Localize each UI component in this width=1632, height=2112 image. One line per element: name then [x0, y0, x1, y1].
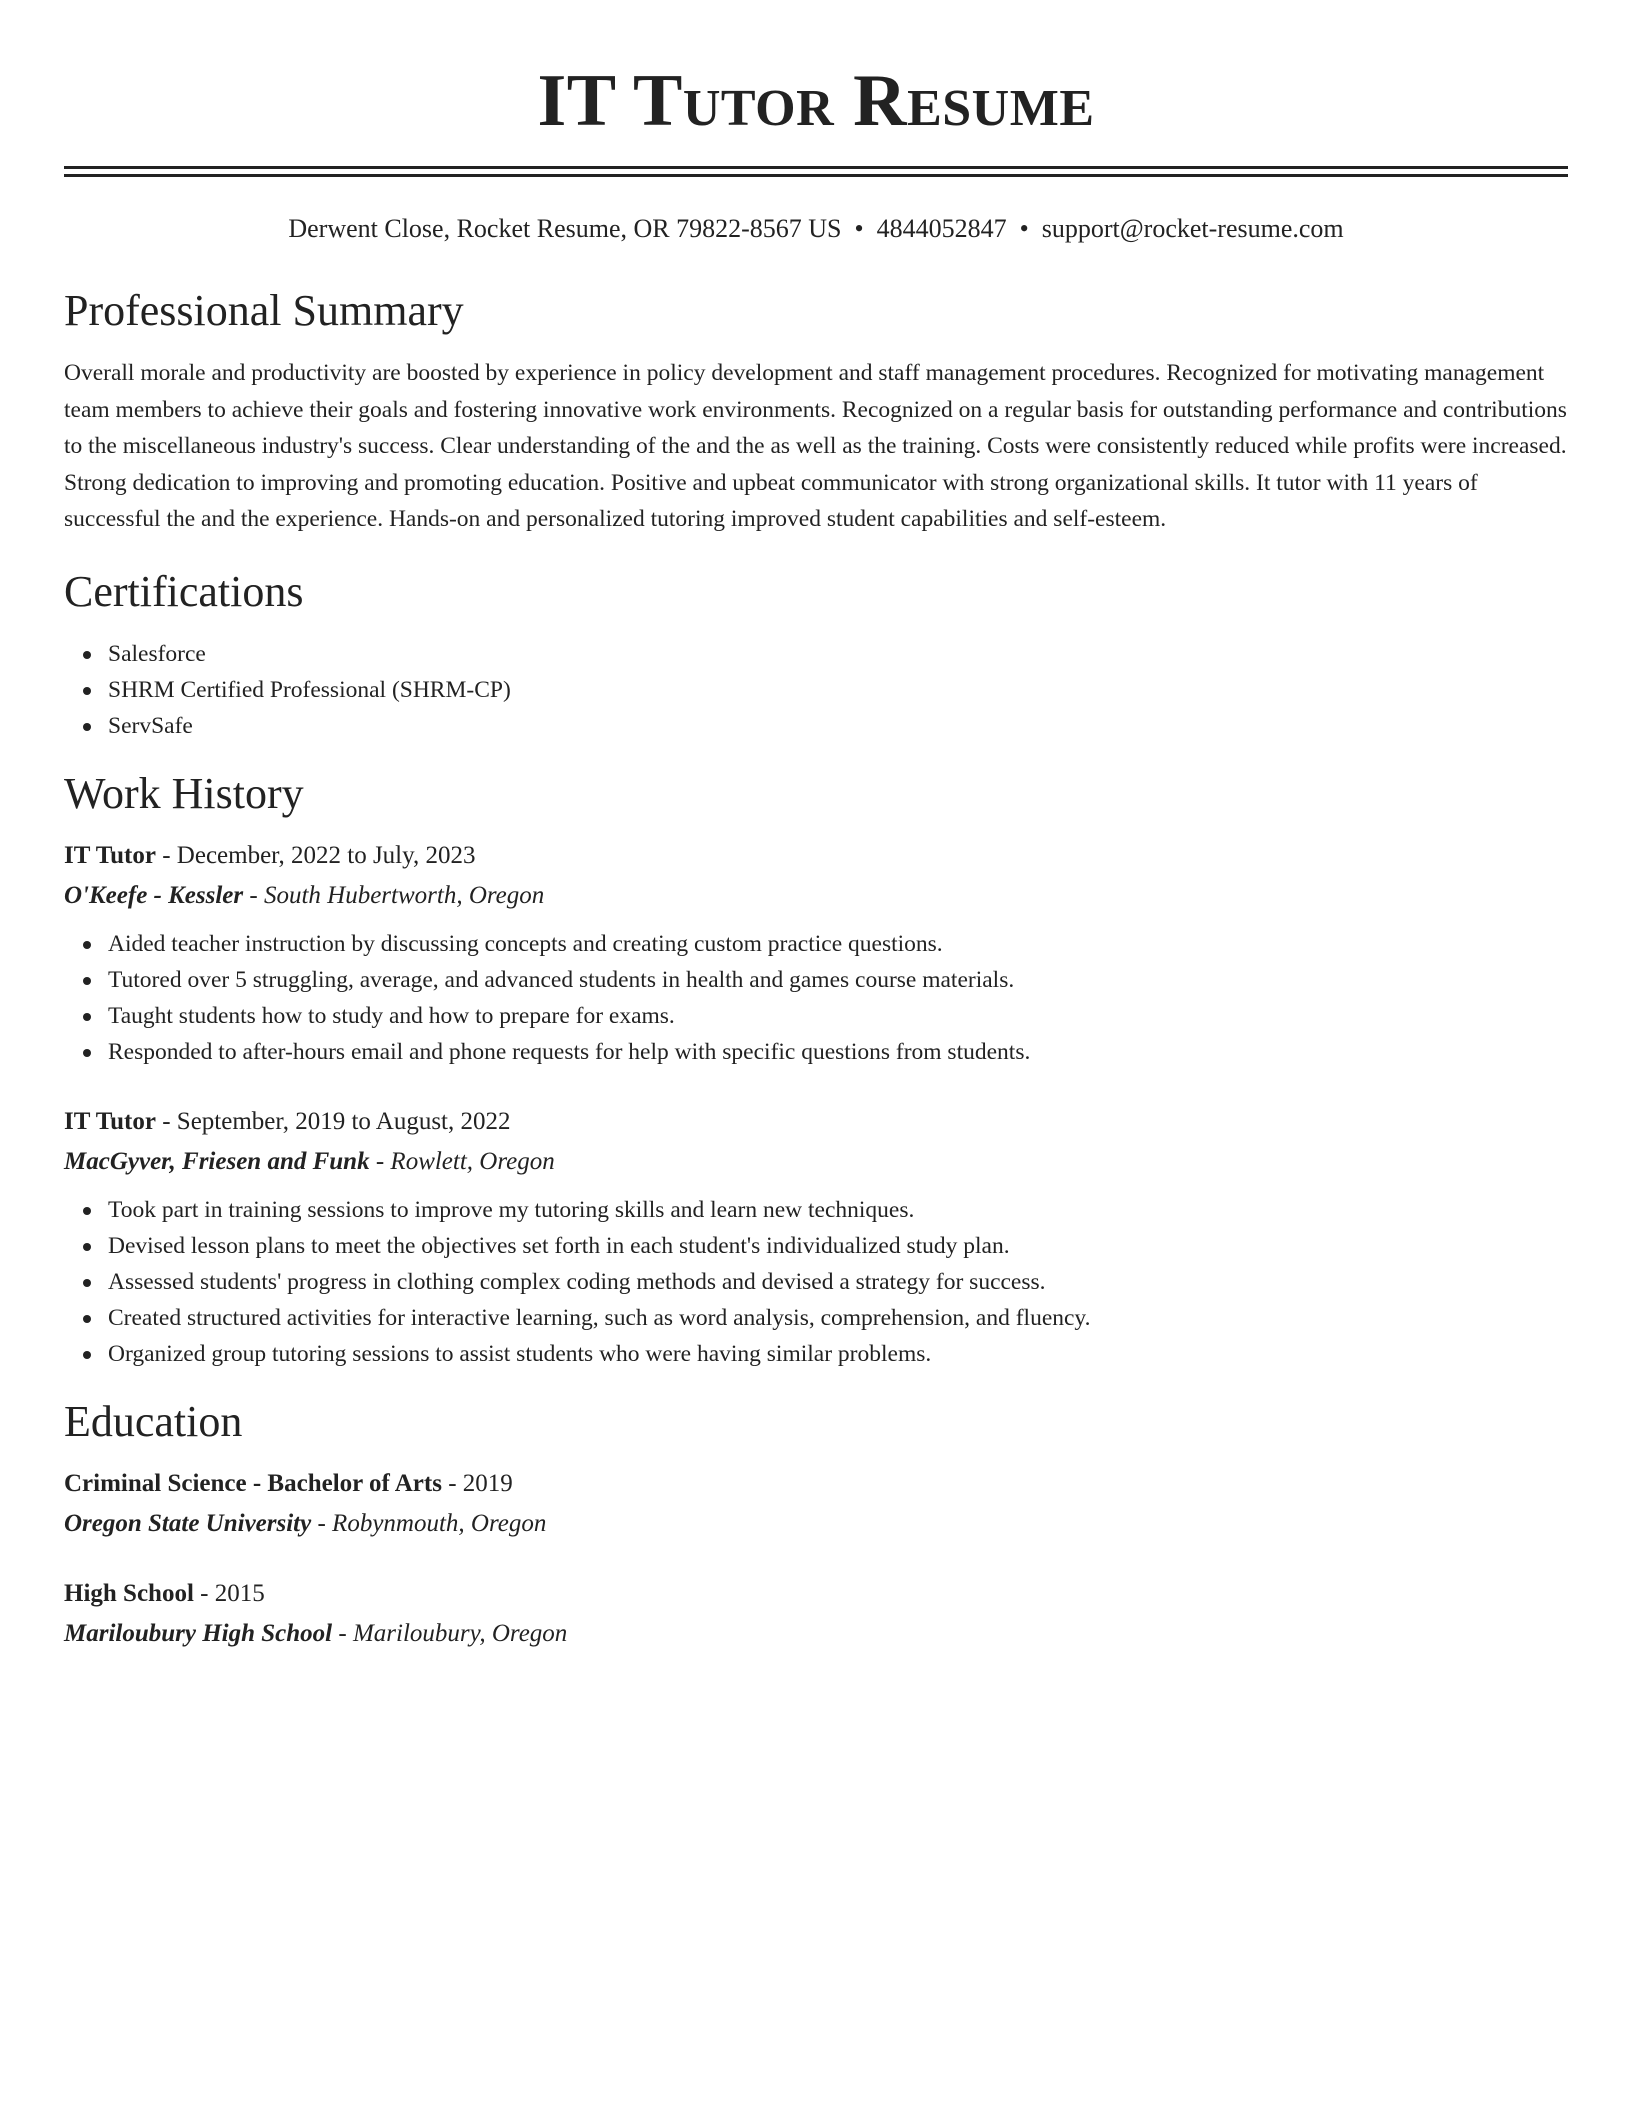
certifications-heading: Certifications [64, 566, 304, 616]
job-company-line [64, 1142, 1568, 1182]
job-bullet: Tutored over 5 struggling, average, and advanced students in health and games course materials. [108, 962, 1568, 998]
contact-separator: • [1019, 214, 1029, 243]
job-title: IT Tutor [64, 1107, 156, 1135]
job-company: MacGyver, Friesen and Funk [64, 1147, 370, 1175]
summary-text: Overall morale and productivity are boosted by experience in policy development and staff management procedures. Recognized for motivating management team members to achieve their goals and fostering innovative work environments. Recognized on a regular basis for outstanding performance and contributions to the miscellaneous industry's success. Clear understanding of the and the as well as the training. Costs were consistently reduced while profits were increased. Strong dedication to improving and promoting education. Positive and upbeat communicator with strong organizational skills. It tutor with 11 years of successful the and the experience. Hands-on and personalized tutoring improved student capabilities and self-esteem. [64, 360, 1567, 533]
education-school: Mariloubury High School [64, 1619, 333, 1647]
education-school-line [64, 1504, 1568, 1544]
certifications-list [64, 636, 1568, 744]
education-degree: High School [64, 1579, 194, 1607]
title-double-rule [64, 166, 1568, 177]
contact-line [64, 213, 1568, 245]
education-degree-line [64, 1464, 1568, 1504]
job-bullet: Took part in training sessions to improve my tutoring skills and learn new techniques. [108, 1192, 1568, 1228]
job-location: - Rowlett, Oregon [369, 1147, 555, 1175]
contact-phone: 4844052847 [876, 214, 1007, 243]
job-dates: - December, 2022 to July, 2023 [155, 841, 476, 869]
professional-summary-section [64, 285, 1568, 538]
job-bullet: Taught students how to study and how to prepare for exams. [108, 998, 1568, 1034]
work-history-heading: Work History [64, 768, 304, 818]
contact-separator: • [854, 214, 864, 243]
job-bullets [64, 1192, 1568, 1372]
job-company-line [64, 876, 1568, 916]
job-company: O'Keefe - Kessler [64, 881, 244, 909]
education-school: Oregon State University [64, 1509, 312, 1537]
job-bullet: Responded to after-hours email and phone requests for help with specific questions from students. [108, 1034, 1568, 1070]
education-heading: Education [64, 1396, 243, 1446]
job-bullet: Devised lesson plans to meet the objectives set forth in each student's individualized study plan. [108, 1228, 1568, 1264]
job-bullet: Aided teacher instruction by discussing concepts and creating custom practice questions. [108, 926, 1568, 962]
job-location: - South Hubertworth, Oregon [243, 881, 545, 909]
contact-address: Derwent Close, Rocket Resume, OR 79822-8567 US [288, 214, 842, 243]
contact-email: support@rocket-resume.com [1041, 214, 1344, 243]
job-entry [64, 836, 1568, 1070]
education-location: - Robynmouth, Oregon [311, 1509, 547, 1537]
education-section [64, 1396, 1568, 1654]
education-entry [64, 1574, 1568, 1654]
job-dates: - September, 2019 to August, 2022 [155, 1107, 511, 1135]
job-title-line [64, 1102, 1568, 1142]
work-history-section [64, 768, 1568, 1372]
education-entry [64, 1464, 1568, 1544]
job-bullets [64, 926, 1568, 1070]
job-title-line [64, 836, 1568, 876]
education-degree-line [64, 1574, 1568, 1614]
job-title: IT Tutor [64, 841, 156, 869]
job-bullet: Created structured activities for interactive learning, such as word analysis, comprehension, and fluency. [108, 1300, 1568, 1336]
certification-item: Salesforce [108, 636, 1568, 672]
job-bullet: Organized group tutoring sessions to assist students who were having similar problems. [108, 1336, 1568, 1372]
certifications-section [64, 566, 1568, 744]
certification-item: ServSafe [108, 708, 1568, 744]
certification-item: SHRM Certified Professional (SHRM-CP) [108, 672, 1568, 708]
summary-heading: Professional Summary [64, 286, 464, 335]
education-degree: Criminal Science - Bachelor of Arts [64, 1469, 442, 1497]
education-year: - 2015 [193, 1579, 265, 1607]
job-entry [64, 1102, 1568, 1372]
education-year: - 2019 [441, 1469, 513, 1497]
education-school-line [64, 1614, 1568, 1654]
resume-title: IT Tutor Resume [537, 60, 1095, 142]
job-bullet: Assessed students' progress in clothing complex coding methods and devised a strategy for success. [108, 1264, 1568, 1300]
education-location: - Mariloubury, Oregon [332, 1619, 568, 1647]
